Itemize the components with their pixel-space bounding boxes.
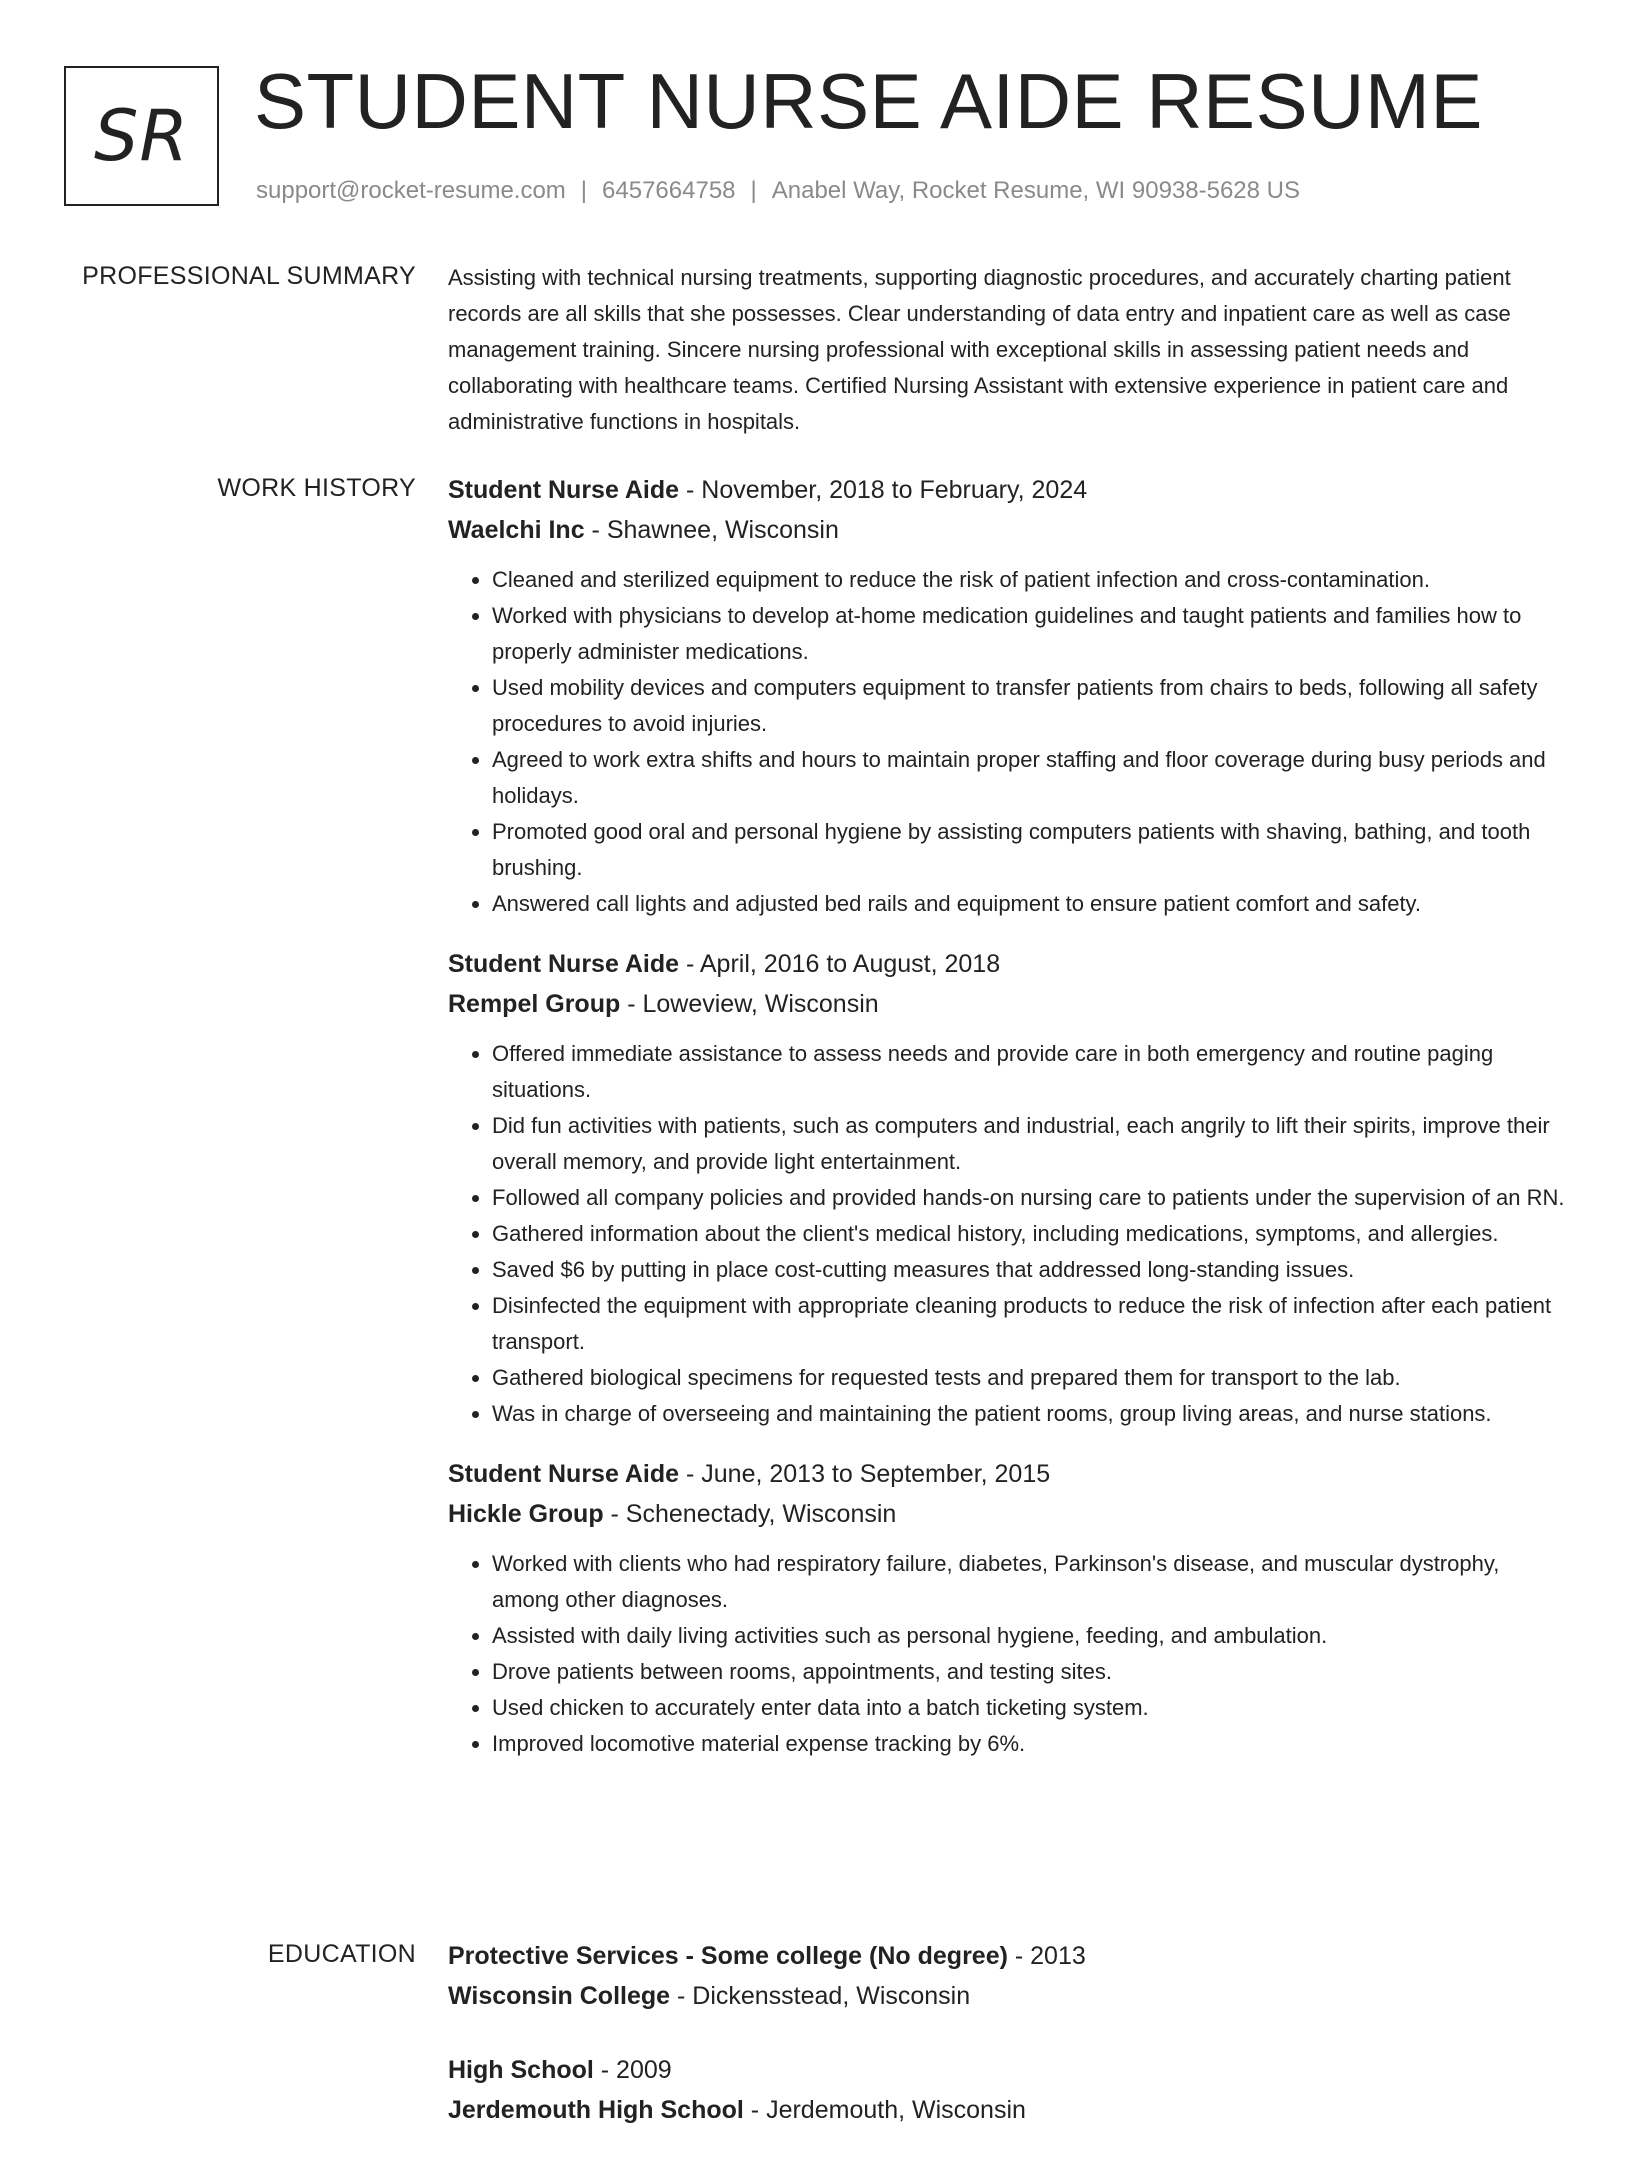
section-label-summary: PROFESSIONAL SUMMARY: [82, 262, 416, 290]
job-company-line: [448, 510, 1570, 550]
contact-email[interactable]: support@rocket-resume.com: [256, 177, 566, 204]
education-school-line: [448, 1976, 1570, 2016]
job-entry: [448, 944, 1570, 1432]
bullet-item: • Was in charge of overseeing and maintaining the patient rooms, group living areas, and nurse stations.: [492, 1396, 1570, 1432]
bullet-item: • Worked with clients who had respiratory failure, diabetes, Parkinson's disease, and muscular dystrophy, among other diagnoses.: [492, 1546, 1570, 1618]
job-bullets: [448, 1546, 1570, 1762]
bullet-item: • Disinfected the equipment with appropriate cleaning products to reduce the risk of infection after each patient transport.: [492, 1288, 1570, 1360]
bullet-item: • Offered immediate assistance to assess needs and provide care in both emergency and routine paging situations.: [492, 1036, 1570, 1108]
bullet-item: • Used chicken to accurately enter data into a batch ticketing system.: [492, 1690, 1570, 1726]
bullet-item: • Worked with physicians to develop at-home medication guidelines and taught patients and families how to properly administer medications.: [492, 598, 1570, 670]
job-location: - Schenectady, Wisconsin: [603, 1500, 897, 1528]
education-school: Jerdemouth High School: [448, 2096, 744, 2124]
contact-address: Anabel Way, Rocket Resume, WI 90938-5628 US: [771, 177, 1300, 204]
job-title-line: [448, 1454, 1570, 1494]
education-year: - 2013: [1007, 1942, 1086, 1970]
job-title: Student Nurse Aide: [448, 950, 680, 978]
education-location: - Dickensstead, Wisconsin: [670, 1982, 971, 2010]
summary-text: Assisting with technical nursing treatments, supporting diagnostic procedures, and accurately charting patient records are all skills that she possesses. Clear understanding of data entry and inpatient care as well as case management training. Sincere nursing professional with exceptional skills in assessing patient needs and collaborating with healthcare teams. Certified Nursing Assistant with extensive experience in patient care and administrative functions in hospitals.: [448, 265, 1511, 434]
bullet-item: • Improved locomotive material expense tracking by 6%.: [492, 1726, 1570, 1762]
education-degree-line: [448, 1936, 1570, 1976]
section-label-work: WORK HISTORY: [217, 474, 416, 502]
job-title-line: [448, 470, 1570, 510]
summary-body: [448, 260, 1570, 440]
initials: SR: [93, 95, 190, 177]
job-bullets: [448, 562, 1570, 922]
education-year: - 2009: [593, 2056, 672, 2084]
bullet-item: • Promoted good oral and personal hygiene by assisting computers patients with shaving, bathing, and tooth brushing.: [492, 814, 1570, 886]
job-company-line: [448, 984, 1570, 1024]
job-bullets: [448, 1036, 1570, 1432]
contact-phone[interactable]: 6457664758: [602, 177, 736, 204]
bullet-item: • Did fun activities with patients, such as computers and industrial, each angrily to lift their spirits, improve their overall memory, and provide light entertainment.: [492, 1108, 1570, 1180]
education-degree-line: [448, 2050, 1570, 2090]
education-entry: [448, 2050, 1570, 2130]
section-label-education: EDUCATION: [267, 1940, 416, 1968]
job-entry: [448, 470, 1570, 922]
job-company-line: [448, 1494, 1570, 1534]
job-title-line: [448, 944, 1570, 984]
job-company: Hickle Group: [448, 1500, 604, 1528]
education-body: [448, 1936, 1570, 2164]
job-dates: - November, 2018 to February, 2024: [679, 476, 1088, 504]
work-history-body: [448, 470, 1570, 1784]
page-title: STUDENT NURSE AIDE RESUME: [254, 57, 1483, 145]
contact-line: [256, 177, 1300, 205]
job-dates: - April, 2016 to August, 2018: [679, 950, 1001, 978]
job-company: Rempel Group: [448, 990, 621, 1018]
job-entry: [448, 1454, 1570, 1762]
education-school: Wisconsin College: [448, 1982, 671, 2010]
bullet-item: • Drove patients between rooms, appointments, and testing sites.: [492, 1654, 1570, 1690]
bullet-item: • Gathered biological specimens for requested tests and prepared them for transport to the lab.: [492, 1360, 1570, 1396]
monogram-logo: [64, 66, 219, 206]
bullet-item: • Followed all company policies and provided hands-on nursing care to patients under the supervision of an RN.: [492, 1180, 1570, 1216]
job-location: - Loweview, Wisconsin: [620, 990, 879, 1018]
education-school-line: [448, 2090, 1570, 2130]
job-company: Waelchi Inc: [448, 516, 585, 544]
bullet-item: • Used mobility devices and computers equipment to transfer patients from chairs to beds, following all safety procedures to avoid injuries.: [492, 670, 1570, 742]
bullet-item: • Cleaned and sterilized equipment to reduce the risk of patient infection and cross-contamination.: [492, 562, 1570, 598]
contact-separator: |: [580, 177, 588, 204]
bullet-item: • Answered call lights and adjusted bed rails and equipment to ensure patient comfort and safety.: [492, 886, 1570, 922]
job-title: Student Nurse Aide: [448, 476, 680, 504]
job-dates: - June, 2013 to September, 2015: [679, 1460, 1051, 1488]
education-location: - Jerdemouth, Wisconsin: [743, 2096, 1026, 2124]
bullet-item: • Saved $6 by putting in place cost-cutting measures that addressed long-standing issues.: [492, 1252, 1570, 1288]
education-degree: High School: [448, 2056, 594, 2084]
education-degree: Protective Services - Some college (No degree): [448, 1942, 1008, 1970]
job-title: Student Nurse Aide: [448, 1460, 680, 1488]
education-entry: [448, 1936, 1570, 2016]
contact-separator: |: [750, 177, 757, 204]
job-location: - Shawnee, Wisconsin: [584, 516, 839, 544]
bullet-item: • Assisted with daily living activities such as personal hygiene, feeding, and ambulation.: [492, 1618, 1570, 1654]
bullet-item: • Agreed to work extra shifts and hours to maintain proper staffing and floor coverage during busy periods and holidays.: [492, 742, 1570, 814]
bullet-item: • Gathered information about the client's medical history, including medications, symptoms, and allergies.: [492, 1216, 1570, 1252]
